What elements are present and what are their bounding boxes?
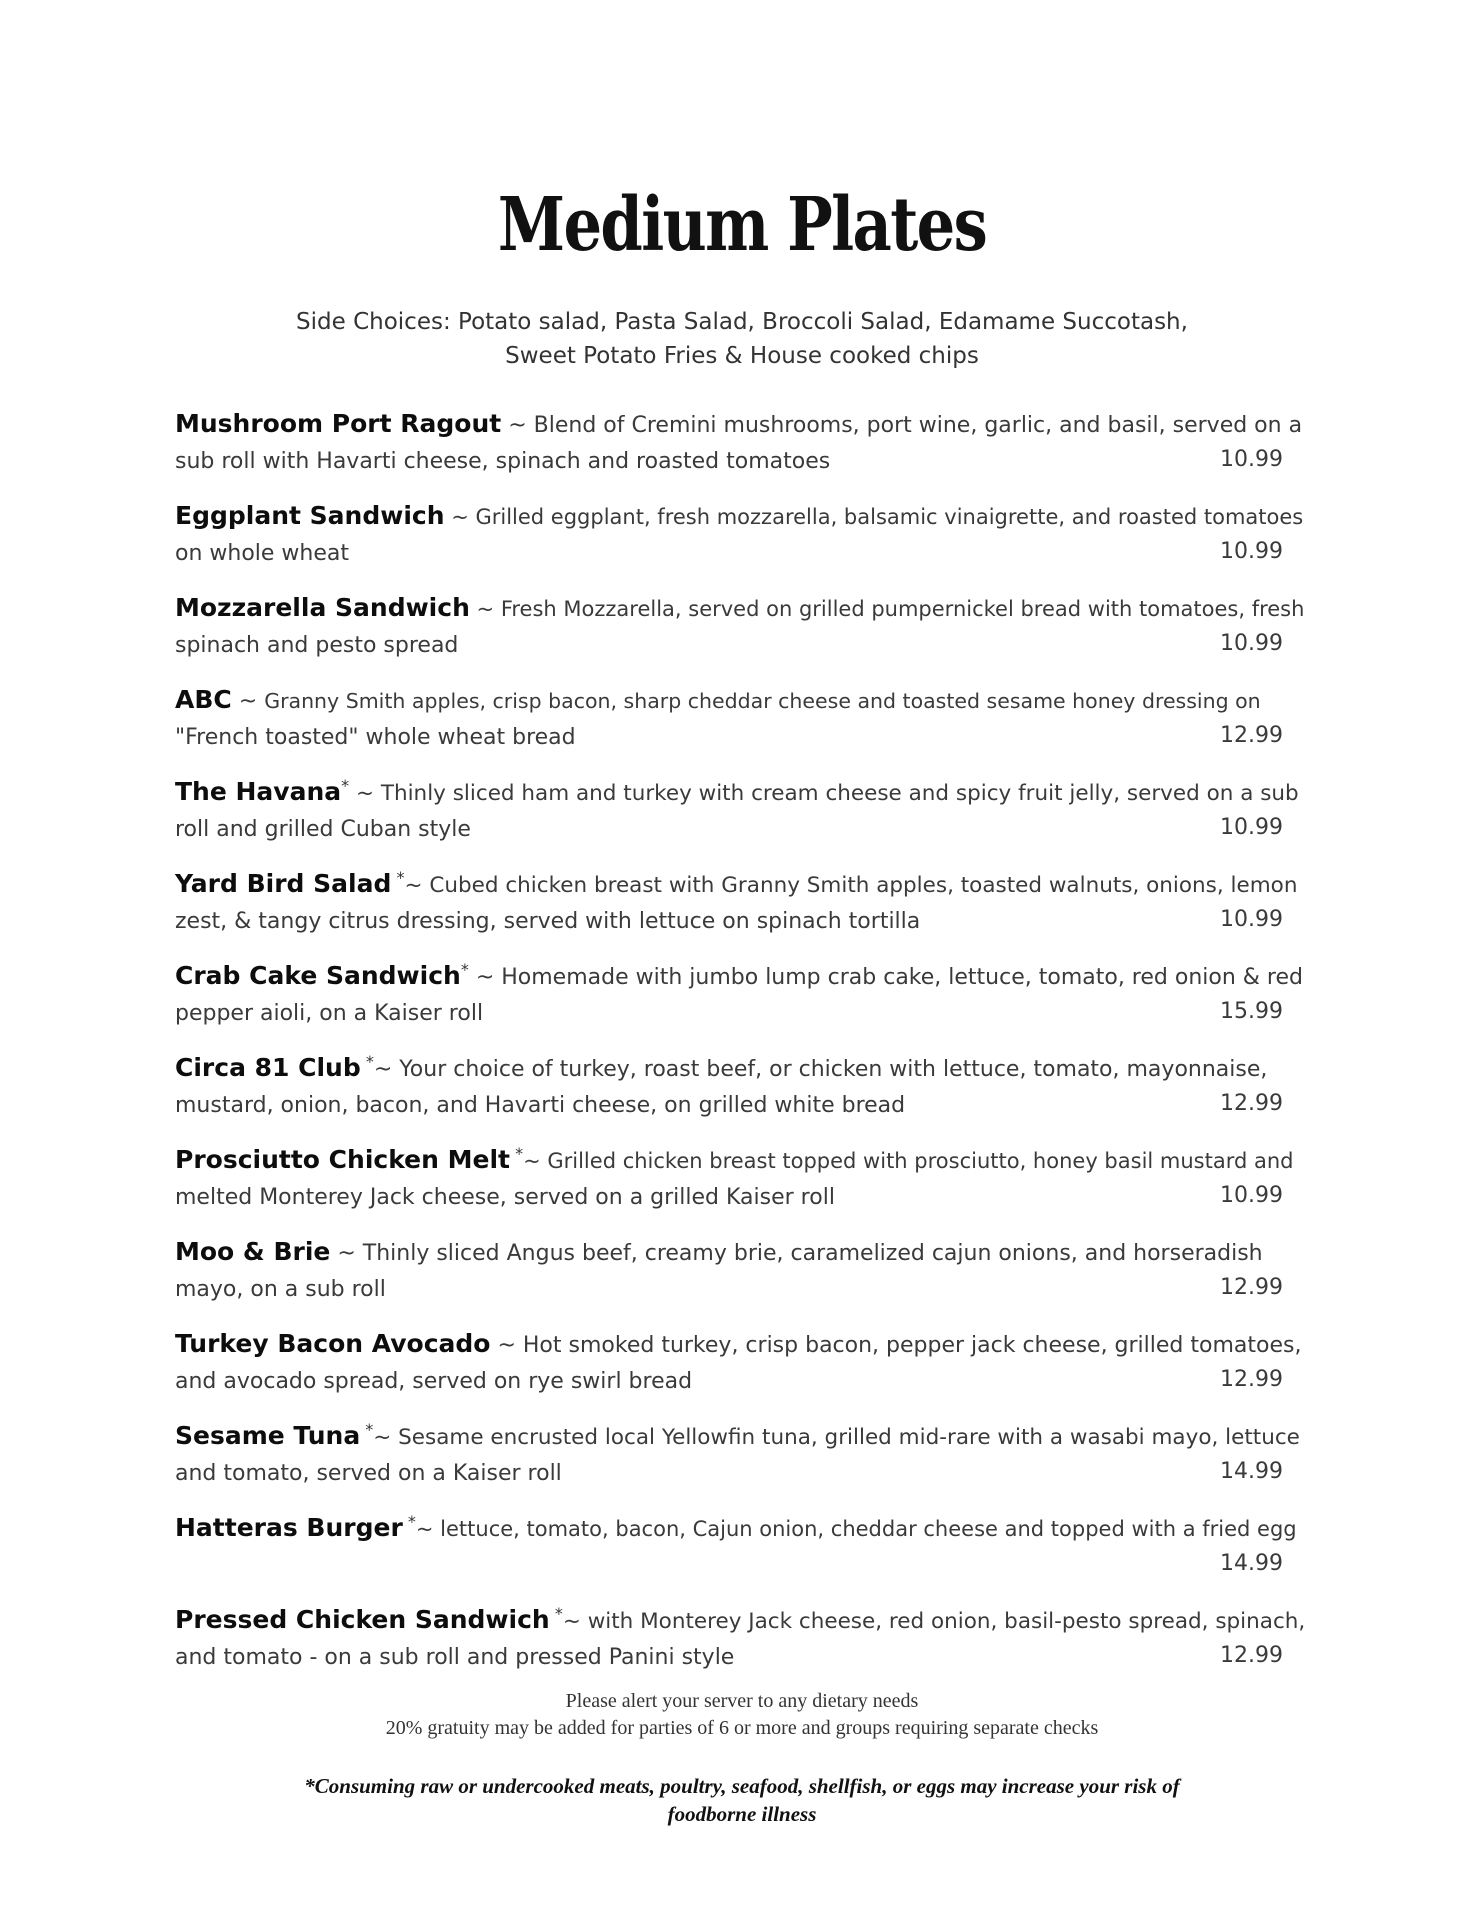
item-separator: ~ — [404, 873, 430, 898]
menu-items-list — [175, 406, 1305, 1694]
item-description: Grilled chicken breast topped with prosciutto, honey basil mustard and — [547, 1149, 1294, 1173]
item-separator: ~ — [562, 1609, 588, 1634]
item-name: Mushroom Port Ragout — [175, 409, 502, 438]
item-mark: * — [360, 1052, 374, 1071]
item-separator: ~ — [415, 1517, 441, 1541]
item-name: Sesame Tuna — [175, 1421, 361, 1450]
item-separator: ~ — [330, 1241, 363, 1266]
item-description: Blend of Cremini mushrooms, port wine, garlic, and basil, served on a — [533, 413, 1303, 438]
item-description: Grilled eggplant, fresh mozzarella, balsamic vinaigrette, and roasted tomatoes — [475, 505, 1304, 529]
item-description: Hot smoked turkey, crisp bacon, pepper jack cheese, grilled tomatoes, — [522, 1333, 1302, 1358]
item-price: 10.99 — [1220, 447, 1283, 472]
item-price: 14.99 — [1220, 1459, 1283, 1484]
item-separator: ~ — [231, 689, 265, 714]
item-description: Thinly sliced Angus beef, creamy brie, caramelized cajun onions, and horseradish — [362, 1241, 1263, 1266]
item-separator: ~ — [490, 1333, 523, 1358]
item-name: Prosciutto Chicken Melt — [175, 1145, 510, 1174]
item-name: Hatteras Burger — [175, 1513, 403, 1542]
item-separator: ~ — [469, 597, 501, 621]
item-description-cont: roll and grilled Cuban style — [175, 817, 471, 842]
item-price: 10.99 — [1220, 1183, 1283, 1208]
item-price: 14.99 — [1220, 1551, 1283, 1576]
item-price: 12.99 — [1220, 1091, 1283, 1116]
menu-item — [175, 406, 1305, 498]
menu-item — [175, 866, 1305, 958]
dietary-notice — [0, 1688, 1484, 1742]
item-name: Crab Cake Sandwich — [175, 961, 461, 990]
item-price: 10.99 — [1220, 907, 1283, 932]
item-description: lettuce, tomato, bacon, Cajun onion, cheddar cheese and topped with a fried egg — [440, 1517, 1297, 1541]
item-description-cont: and tomato - on a sub roll and pressed Panini style — [175, 1645, 735, 1670]
item-price: 12.99 — [1220, 1367, 1283, 1392]
item-name: Eggplant Sandwich — [175, 501, 445, 530]
item-mark: * — [460, 960, 469, 979]
item-description-cont: mayo, on a sub roll — [175, 1277, 386, 1302]
item-name: The Havana — [175, 777, 342, 806]
item-name: ABC — [175, 685, 232, 714]
page-title: Medium Plates — [497, 182, 987, 268]
menu-item — [175, 1418, 1305, 1510]
menu-item — [175, 1050, 1305, 1142]
item-description: Cubed chicken breast with Granny Smith apples, toasted walnuts, onions, lemon — [429, 873, 1298, 898]
item-mark: * — [509, 1144, 524, 1163]
item-price: 10.99 — [1220, 815, 1283, 840]
menu-item — [175, 774, 1305, 866]
item-name: Pressed Chicken Sandwich — [175, 1605, 550, 1634]
menu-item — [175, 498, 1305, 590]
menu-item — [175, 1510, 1305, 1602]
item-description-cont: zest, & tangy citrus dressing, served with lettuce on spinach tortilla — [175, 909, 921, 934]
item-description: Your choice of turkey, roast beef, or chicken with lettuce, tomato, mayonnaise, — [399, 1057, 1268, 1082]
item-price: 10.99 — [1220, 539, 1283, 564]
item-name: Moo & Brie — [175, 1237, 331, 1266]
item-mark: * — [402, 1512, 416, 1531]
item-description-cont: and tomato, served on a Kaiser roll — [175, 1461, 562, 1486]
item-mark: * — [549, 1604, 563, 1623]
menu-item — [175, 590, 1305, 682]
item-description: Sesame encrusted local Yellowfin tuna, grilled mid-rare with a wasabi mayo, lettuce — [398, 1425, 1300, 1450]
item-mark: * — [391, 868, 405, 887]
item-separator: ~ — [373, 1425, 399, 1450]
item-name: Mozzarella Sandwich — [175, 593, 470, 622]
side-choices — [0, 305, 1484, 373]
menu-item — [175, 1234, 1305, 1326]
item-description-cont: mustard, onion, bacon, and Havarti cheese, on grilled white bread — [175, 1093, 906, 1118]
item-price: 12.99 — [1220, 1643, 1283, 1668]
item-description-cont: and avocado spread, served on rye swirl bread — [175, 1369, 693, 1394]
item-description-cont: on whole wheat — [175, 541, 350, 566]
item-description-cont: pepper aioli, on a Kaiser roll — [175, 1001, 484, 1026]
consumption-warning — [0, 1772, 1484, 1828]
item-description-cont: melted Monterey Jack cheese, served on a grilled Kaiser roll — [175, 1185, 835, 1210]
item-separator: ~ — [468, 965, 502, 990]
item-name: Circa 81 Club — [175, 1053, 361, 1082]
item-price: 10.99 — [1220, 631, 1283, 656]
item-separator: ~ — [444, 505, 476, 529]
item-description: with Monterey Jack cheese, red onion, basil-pesto spread, spinach, — [587, 1609, 1306, 1634]
item-separator: ~ — [523, 1149, 548, 1173]
item-description: Granny Smith apples, crisp bacon, sharp cheddar cheese and toasted sesame honey dressing on — [264, 689, 1261, 713]
item-name: Turkey Bacon Avocado — [175, 1329, 491, 1358]
menu-item — [175, 958, 1305, 1050]
menu-item — [175, 1326, 1305, 1418]
consumption-warning-line-2: foodborne illness — [667, 1802, 817, 1826]
item-description-cont: spinach and pesto spread — [175, 633, 459, 658]
side-choices-line-2: Sweet Potato Fries & House cooked chips — [505, 343, 979, 369]
item-mark: * — [360, 1420, 374, 1439]
item-description: Thinly sliced ham and turkey with cream cheese and spicy fruit jelly, served on a sub — [380, 781, 1299, 806]
menu-item — [175, 682, 1305, 774]
item-description-cont: sub roll with Havarti cheese, spinach and roasted tomatoes — [175, 449, 831, 474]
item-price: 12.99 — [1220, 723, 1283, 748]
item-description-cont: "French toasted" whole wheat bread — [175, 725, 576, 750]
item-separator: ~ — [373, 1057, 400, 1082]
item-description: Fresh Mozzarella, served on grilled pumpernickel bread with tomatoes, fresh — [500, 597, 1305, 621]
item-separator: ~ — [501, 413, 534, 438]
item-name: Yard Bird Salad — [175, 869, 392, 898]
menu-item — [175, 1142, 1305, 1234]
gratuity-notice: 20% gratuity may be added for parties of 6 or more and groups requiring separate checks — [385, 1717, 1099, 1739]
item-mark: * — [341, 776, 350, 795]
consumption-warning-line-1: *Consuming raw or undercooked meats, poultry, seafood, shellfish, or eggs may increase your risk of — [304, 1774, 1180, 1798]
dietary-notice-line-1: Please alert your server to any dietary needs — [565, 1690, 919, 1712]
item-price: 15.99 — [1220, 999, 1283, 1024]
side-choices-line-1: Side Choices: Potato salad, Pasta Salad, Broccoli Salad, Edamame Succotash, — [296, 309, 1188, 335]
menu-item — [175, 1602, 1305, 1694]
item-description: Homemade with jumbo lump crab cake, lettuce, tomato, red onion & red — [501, 965, 1303, 990]
item-price: 12.99 — [1220, 1275, 1283, 1300]
item-separator: ~ — [349, 781, 381, 806]
